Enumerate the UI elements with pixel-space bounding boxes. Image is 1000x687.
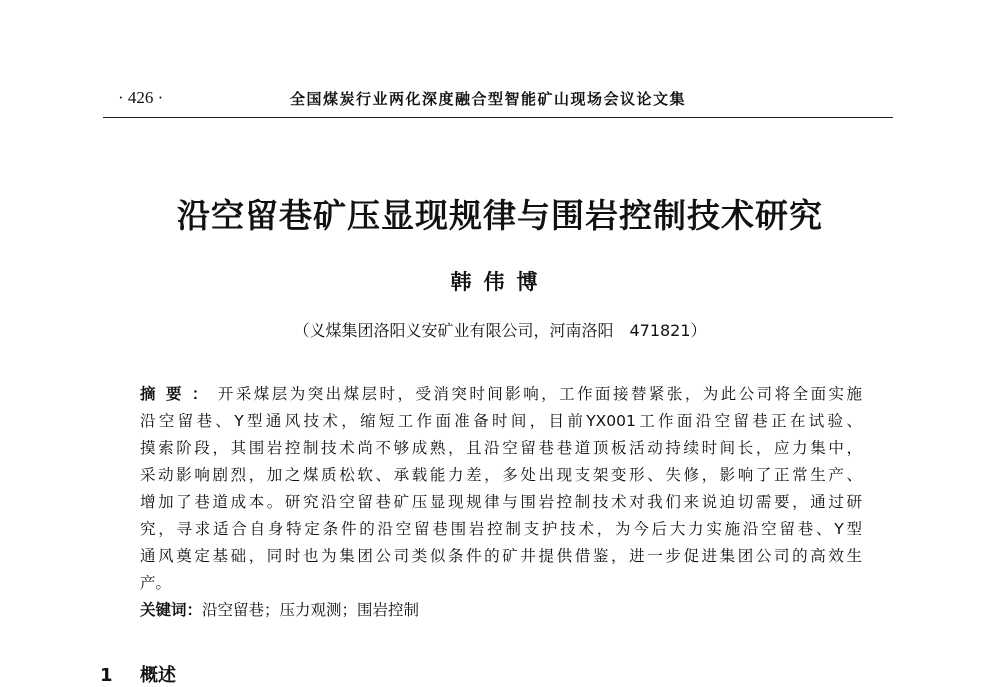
journal-title: 全国煤炭行业两化深度融合型智能矿山现场会议论文集 bbox=[290, 90, 687, 108]
abstract bbox=[140, 381, 862, 597]
keywords bbox=[140, 597, 862, 624]
keywords-label: 关键词： bbox=[140, 601, 203, 619]
page-number: · 426 · bbox=[118, 88, 164, 107]
header-rule bbox=[103, 117, 893, 118]
running-head bbox=[118, 88, 888, 114]
keywords-text: 沿空留巷；压力观测；围岩控制 bbox=[202, 601, 420, 619]
abstract-line: 沿空留巷、Y型通风技术，缩短工作面准备时间，目前YX001工作面沿空留巷正在试验、 bbox=[140, 412, 862, 430]
abstract-line: 究，寻求适合自身特定条件的沿空留巷围岩控制支护技术，为今后大力实施沿空留巷、Y型 bbox=[140, 520, 862, 538]
abstract-line: 采动影响剧烈，加之煤质松软、承载能力差，多处出现支架变形、失修，影响了正常生产、 bbox=[140, 466, 862, 484]
abstract-line: 摸索阶段，其围岩控制技术尚不够成熟，且沿空留巷巷道顶板活动持续时间长，应力集中， bbox=[140, 439, 862, 457]
author-affiliation: （义煤集团洛阳义安矿业有限公司，河南洛阳 471821） bbox=[293, 321, 707, 340]
abstract-line: 通风奠定基础，同时也为集团公司类似条件的矿井提供借鉴，进一步促进集团公司的高效生 bbox=[140, 547, 862, 565]
abstract-line: 产。 bbox=[140, 574, 172, 592]
section-title: 概述 bbox=[140, 665, 176, 686]
section-heading bbox=[100, 661, 176, 687]
section-number: 1 bbox=[100, 665, 113, 686]
article-title: 沿空留巷矿压显现规律与围岩控制技术研究 bbox=[177, 196, 823, 235]
author-name: 韩伟博 bbox=[450, 269, 550, 294]
abstract-line: 增加了巷道成本。研究沿空留巷矿压显现规律与围岩控制技术对我们来说迫切需要，通过研 bbox=[140, 493, 862, 511]
abstract-text: 开采煤层为突出煤层时，受消突时间影响，工作面接替紧张，为此公司将全面实施 bbox=[217, 385, 862, 403]
abstract-label: 摘要： bbox=[140, 385, 218, 403]
abstract-line bbox=[140, 381, 862, 408]
